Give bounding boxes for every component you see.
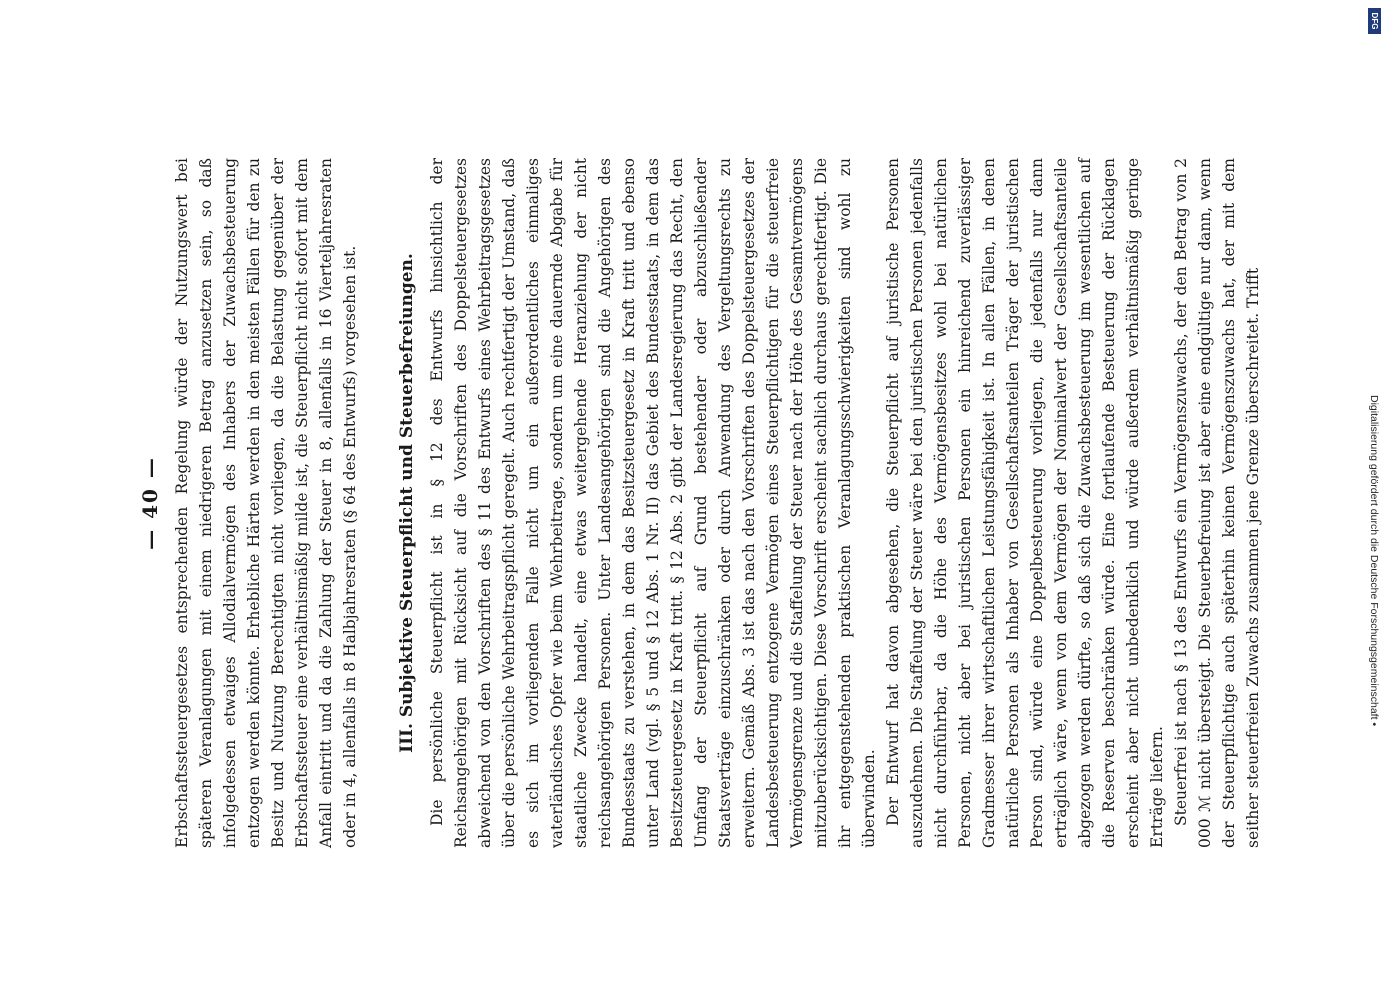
paragraph: Der Entwurf hat davon abgesehen, die Steuerpflicht auf juristische Personen auszudehnen. Die Staffelung der Steuer wäre bei den juristischen Personen jedenfalls nicht durchführbar, da die Höhe des Vermögensbesitzes wohl bei natürlichen Personen, nicht aber bei juristischen Personen ein hinreichend zuverlässiger Gradmesser ihrer wirtschaftlichen Leistungsfähigkeit ist. In allen Fällen, in denen natürliche Personen als Inhaber von Gesellschaftsanteilen Träger der juristischen Person sind, würde eine Doppelbesteuerung vorliegen, die jedenfalls nur dann erträglich wäre, wenn von dem Vermögen der Nominalwert der Gesellschaftsanteile abgezogen werden dürfte, so daß sich die Zuwachsbesteuerung im wesentlichen auf die Reserven beschränken würde. Eine fortlaufende Besteuerung der Rücklagen erscheint aber nicht unbedenklich und würde außerdem verhältnismäßig geringe Erträge liefern. (884, 158, 1166, 848)
intro-text (170, 158, 362, 848)
rotated-text-block (138, 158, 1262, 848)
section-heading: III. Subjektive Steuerpflicht und Steuerbefreiungen. (397, 253, 417, 753)
dfg-logo: DFG (1368, 8, 1381, 34)
digitization-note-text: Digitalisierung gefördert durch die Deutsche Forschungsgemeinschaft • (1368, 395, 1380, 727)
section-body (425, 158, 1265, 848)
page-number: — 40 — (138, 456, 162, 550)
paragraph: Steuerfrei ist nach § 13 des Entwurfs ein Vermögenszuwachs, der den Betrag von 2 000 ℳ nicht übersteigt. Die Steuerbefreiung ist aber eine endgültige nur dann, wenn der Steuerpflichtige auch späterhin keinen Vermögenszuwachs hat, der mit dem seither steuerfreien Zuwachs zusammen jene Grenze überschreitet. Trifft (1172, 158, 1262, 848)
digitization-note (1366, 395, 1383, 995)
paragraph: Die persönliche Steuerpflicht ist in § 12 des Entwurfs hinsichtlich der Reichsangehörigen mit Rücksicht auf die Vorschriften des Doppelsteuergesetzes abweichend von den Vorschriften des § 11 des Entwurfs eines Wehrbeitragsgesetzes über die persönliche Wehrbeitragspflicht geregelt. Auch rechtfertigt der Umstand, daß es sich im vorliegenden Falle nicht um ein außerordentliches einmaliges vaterländisches Opfer wie beim Wehrbeitrage, sondern um eine dauernde Abgabe für staatliche Zwecke handelt, eine etwas weitergehende Heranziehung der nicht reichsangehörigen Personen. Unter Landesangehörigen sind die Angehörigen des Bundesstaats zu verstehen, in dem das Besitzsteuergesetz in Kraft tritt und ebenso unter Land (vgl. § 5 und § 12 Abs. 1 Nr. II) das Gebiet des Bundesstaats, in dem das Besitzsteuergesetz in Kraft tritt. § 12 Abs. 2 gibt der Landesregierung das Recht, den Umfang der Steuerpflicht auf Grund bestehender oder abzuschließender Staatsverträge einzuschränken oder durch Anwendung des Vergeltungsrechts zu erweitern. Gemäß Abs. 3 ist das nach den Vorschriften des Doppelsteuergesetzes der Landesbesteuerung entzogene Vermögen eines Steuerpflichtigen für die steuerfreie Vermögensgrenze und die Staffelung der Steuer nach der Höhe des Gesamtvermögens mitzuberücksichtigen. Diese Vorschrift erscheint sachlich durchaus gerechtfertigt. Die ihr entgegenstehenden praktischen Veranlagungsschwierigkeiten sind wohl zu überwinden. (428, 158, 878, 848)
intro-paragraph: Erbschaftssteuergesetzes entsprechenden Regelung würde der Nutzungswert bei späteren Veranlagungen mit einem niedrigeren Betrag anzusetzen sein, so daß infolgedessen etwaiges Allodialvermögen des Inhabers der Zuwachsbesteuerung entzogen werden könnte. Erhebliche Härten werden in den meisten Fällen für den zu Besitz und Nutzung Berechtigten nicht vorliegen, da die Belastung gegenüber der Erbschaftssteuer eine verhältnismäßig milde ist, die Steuerpflicht nicht sofort mit dem Anfall eintritt und da die Zahlung der Steuer in 8, allenfalls in 16 Vierteljahresraten oder in 4, allenfalls in 8 Halbjahresraten (§ 64 des Entwurfs) vorgesehen ist. (173, 158, 359, 848)
